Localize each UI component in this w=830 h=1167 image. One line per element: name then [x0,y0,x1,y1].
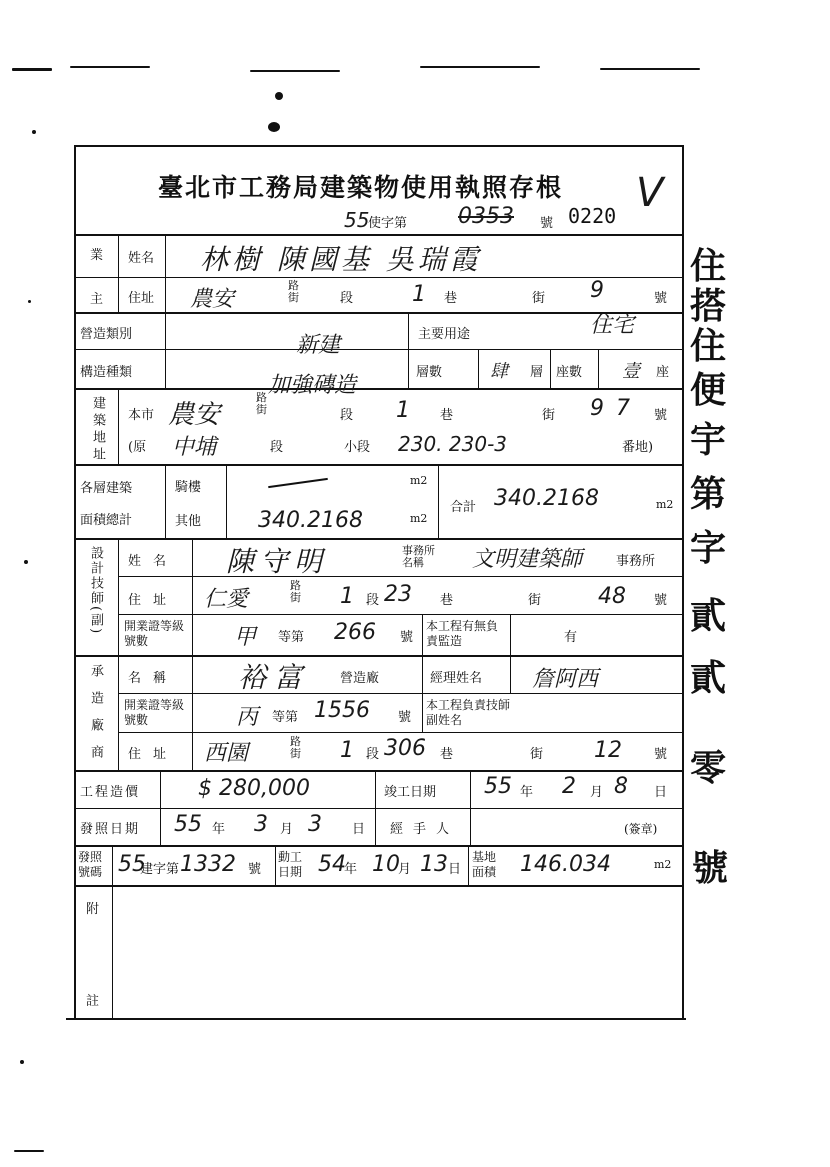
area-total-label: 合計 [450,500,477,515]
designer-addr-road: 路 街 [290,579,301,604]
main-use-value: 住宅 [590,313,635,338]
site-sec: 段 [270,440,284,455]
issue-day: 3 [308,812,322,837]
base-area-value: 146.034 [520,852,611,877]
buildings-unit: 座 [656,365,670,380]
site-xiang: 巷 [440,408,454,423]
done-y: 年 [520,785,534,800]
contractor-addr-lane: 306 [384,736,426,761]
start-year: 54 [318,852,346,877]
site-jie: 街 [542,408,556,423]
owner-addr-district: 農安 [190,287,235,312]
start-d: 日 [448,862,462,877]
floors-value: 肆 [490,361,508,382]
designer-addr-label: 住址 [128,593,179,608]
done-month: 2 [562,774,576,799]
owner-addr-lane: 1 [412,282,426,307]
site-subsec: 小段 [344,440,371,455]
designer-cert-no: 266 [334,620,376,645]
designer-office-value: 文明建築師 [472,547,583,572]
contractor-cert-grade: 丙 [236,705,259,730]
start-y: 年 [344,862,358,877]
owner-addr-xiang: 巷 [444,291,458,306]
scan-speck [268,122,280,132]
floors-unit: 層 [530,365,544,380]
contractor-name-label: 名稱 [128,671,179,686]
contractor-addr-no: 12 [594,738,622,763]
issue-m: 月 [280,822,294,837]
designer-name-value: 陳守明 [226,545,329,578]
site-no-suffix: 7 [616,396,630,421]
done-m: 月 [590,785,604,800]
check-mark: V [636,170,664,216]
contractor-cert-mid: 等第 [272,710,299,725]
designer-super-label: 本工程有無負責監造 [426,619,499,648]
site-lot: 230. 230-3 [398,432,508,456]
designer-duan: 段 [366,593,380,608]
contractor-addr-duan: 1 [340,738,354,763]
scan-speck [275,92,283,100]
start-m: 月 [398,862,412,877]
handler-sign: (簽章) [624,822,658,836]
owner-addr-jie: 街 [532,291,546,306]
area-other-label: 其他 [175,514,202,529]
designer-jie: 街 [528,593,542,608]
contractor-xiang: 巷 [440,747,454,762]
scan-speck [28,300,31,303]
scan-speck [14,1150,44,1152]
base-area-unit: m2 [654,858,672,871]
designer-cert-grade: 甲 [234,625,257,650]
cost-label: 工程造價 [80,785,141,800]
contractor-addr-district: 西園 [204,741,249,766]
scan-speck [420,66,540,68]
main-use-label: 主要用途 [418,327,471,342]
structure-value: 加強磚造 [268,373,357,398]
permit-mid: 建字第 [140,862,180,877]
scan-speck [70,66,150,68]
contractor-addr-label: 住址 [128,747,179,762]
scan-speck [24,560,28,564]
issue-month: 3 [254,812,268,837]
floors-label: 層數 [416,365,443,380]
scan-speck [250,70,340,72]
scan-speck [32,130,36,134]
designer-addr-no: 48 [598,584,626,609]
designer-label: 設計技師(副) [88,546,103,636]
permit-year: 55 [118,852,146,877]
permit-hao: 號 [248,862,262,877]
buildings-label: 座數 [556,365,583,380]
site-district: 農安 [168,400,221,430]
area-total-unit: m2 [656,498,674,511]
permit-label: 發照號碼 [78,850,103,879]
serial-struck: 0353 [458,204,514,229]
contractor-mgr-label: 經理姓名 [430,671,483,686]
designer-office-label: 事務所名稱 [402,544,435,569]
owner-addr-label: 住址 [128,291,155,306]
contractor-name-value: 裕富 [238,661,311,694]
site-orig-section: 中埔 [172,435,217,460]
issue-d: 日 [352,822,366,837]
designer-super-value: 有 [564,630,578,645]
designer-cert-label: 開業證等級號數 [124,619,185,648]
scan-speck [600,68,700,70]
area-qilou-unit: m2 [410,474,428,487]
form-title: 臺北市工務局建築物使用執照存根 [158,173,564,202]
area-total-value: 340.2168 [494,486,599,511]
designer-addr-duan: 1 [340,584,354,609]
site-no: 9 [590,396,604,421]
designer-xiang: 巷 [440,593,454,608]
owner-addr-duan: 段 [340,291,354,306]
construction-type-label: 營造類別 [80,327,133,342]
owner-addr-road: 路 街 [288,279,299,304]
contractor-hao: 號 [654,747,668,762]
site-orig: (原 [128,440,147,455]
contractor-cert-label: 開業證等級號數 [124,698,185,727]
contractor-addr-road: 路 街 [290,735,301,760]
designer-cert-hao: 號 [400,630,414,645]
done-label: 竣工日期 [384,785,437,800]
cost-value: $ 280,000 [198,776,310,801]
buildings-value: 壹 [622,361,640,382]
site-hao: 號 [654,408,668,423]
contractor-cert-no: 1556 [314,698,370,723]
contractor-cert-hao: 號 [398,710,412,725]
contractor-jie: 街 [530,747,544,762]
serial-year: 55 [344,208,370,232]
designer-office-suffix: 事務所 [616,554,656,569]
remarks-bottom: 註 [86,994,100,1009]
scan-speck [12,68,52,71]
owner-label-ye: 業 [90,248,104,263]
owner-name-label: 姓名 [128,251,155,266]
designer-hao: 號 [654,593,668,608]
handler-label: 經手人 [390,822,460,837]
owner-name-value: 林樹 陳國基 吳瑞霞 [200,243,482,276]
serial-mid: 使字第 [368,216,408,231]
area-other-value: 340.2168 [258,508,363,533]
issue-y: 年 [212,822,226,837]
start-month: 10 [372,852,400,877]
serial-stamp: 0220 [568,204,617,228]
scan-speck [20,1060,24,1064]
designer-name-label: 姓名 [128,554,179,569]
area-qilou-label: 騎樓 [175,480,202,495]
owner-label-zhu: 主 [90,292,104,307]
remarks-top: 附 [86,902,100,917]
designer-addr-district: 仁愛 [204,587,249,612]
issue-year: 55 [174,812,202,837]
serial-hao: 號 [540,216,554,231]
base-area-label: 基地面積 [472,850,497,879]
area-label-1: 各層建築 [80,481,133,496]
site-lot-label: 番地) [622,440,654,455]
owner-addr-hao: 號 [654,291,668,306]
issue-label: 發照日期 [80,822,141,837]
site-label: 建築地址 [90,396,105,464]
designer-cert-mid: 等第 [278,630,305,645]
structure-label: 構造種類 [80,365,133,380]
contractor-duan: 段 [366,747,380,762]
site-city: 本市 [128,408,155,423]
done-d: 日 [654,785,668,800]
start-label: 動工日期 [278,850,303,879]
start-day: 13 [420,852,448,877]
contractor-tech-label: 本工程負責技師副姓名 [426,698,511,727]
site-road: 路 街 [256,391,267,416]
contractor-name-suffix: 營造廠 [340,671,380,686]
contractor-mgr-value: 詹阿西 [532,667,599,692]
designer-addr-lane: 23 [384,582,412,607]
done-year: 55 [484,774,512,799]
area-label-2: 面積總計 [80,513,133,528]
site-duan: 段 [340,408,354,423]
contractor-label: 承造廠商 [88,664,103,772]
permit-no: 1332 [180,852,236,877]
owner-addr-no: 9 [590,278,604,303]
area-other-unit: m2 [410,512,428,525]
construction-type-value: 新建 [296,333,341,358]
site-lane: 1 [396,398,410,423]
done-day: 8 [614,774,628,799]
